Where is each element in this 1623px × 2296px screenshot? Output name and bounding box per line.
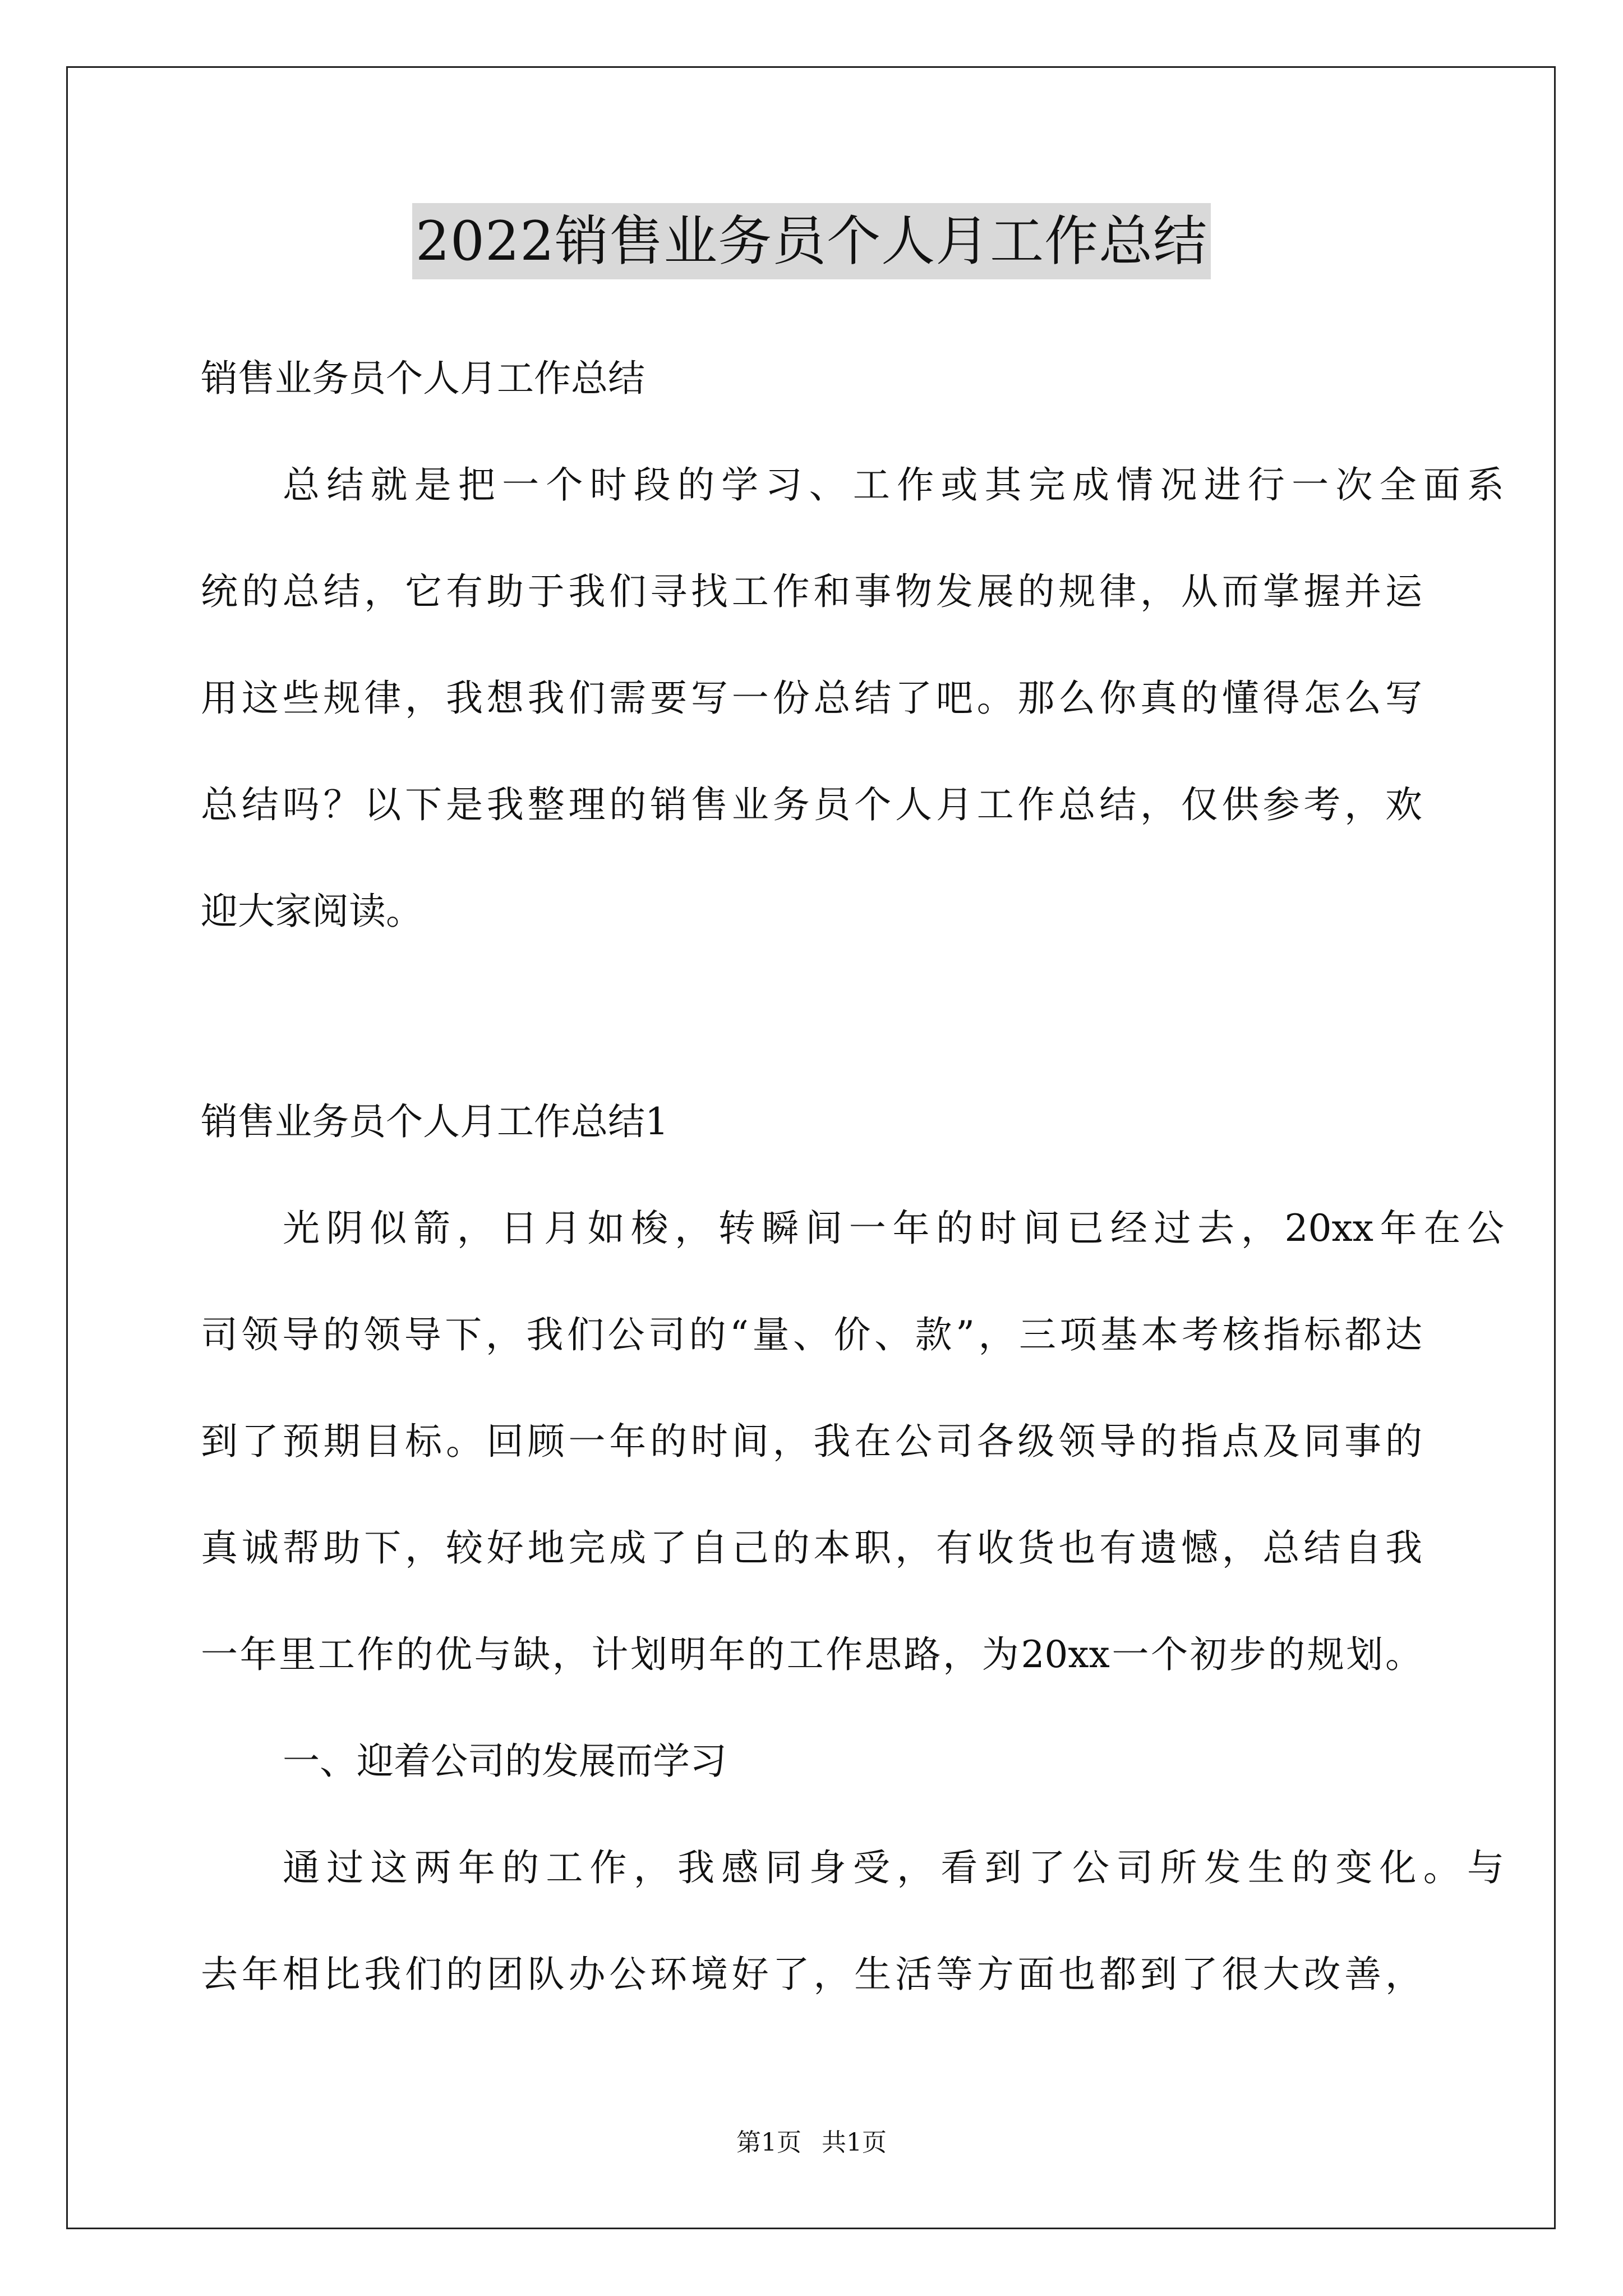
document-title: 2022销售业务员个人月工作总结 bbox=[412, 203, 1211, 279]
section-heading: 销售业务员个人月工作总结1 bbox=[201, 1100, 668, 1143]
paragraph-line: 去年相比我们的团队办公环境好了，生活等方面也都到了很大改善， bbox=[201, 1953, 1422, 1996]
section-heading: 销售业务员个人月工作总结 bbox=[201, 357, 645, 400]
subsection-heading: 一、迎着公司的发展而学习 bbox=[283, 1740, 727, 1783]
page-footer bbox=[0, 2126, 1623, 2160]
paragraph-line: 到了预期目标。回顾一年的时间，我在公司各级领导的指点及同事的 bbox=[201, 1420, 1422, 1463]
paragraph-line: 光阴似箭，日月如梭，转瞬间一年的时间已经过去，20xx年在公 bbox=[283, 1207, 1504, 1250]
page-number: 第1页 bbox=[736, 2128, 801, 2157]
paragraph-line: 总结就是把一个时段的学习、工作或其完成情况进行一次全面系 bbox=[283, 463, 1504, 507]
paragraph-line: 一年里工作的优与缺，计划明年的工作思路，为20xx一个初步的规划。 bbox=[201, 1633, 1422, 1676]
paragraph-line: 迎大家阅读。 bbox=[201, 890, 423, 933]
paragraph-line: 用这些规律，我想我们需要写一份总结了吧。那么你真的懂得怎么写 bbox=[201, 677, 1422, 720]
title-block bbox=[201, 203, 1422, 279]
paragraph-line: 统的总结，它有助于我们寻找工作和事物发展的规律，从而掌握并运 bbox=[201, 570, 1422, 613]
paragraph-line: 通过这两年的工作，我感同身受，看到了公司所发生的变化。与 bbox=[283, 1846, 1504, 1889]
page-total: 共1页 bbox=[822, 2128, 887, 2157]
paragraph-line: 真诚帮助下，较好地完成了自己的本职，有收货也有遗憾，总结自我 bbox=[201, 1526, 1422, 1570]
paragraph-line: 司领导的领导下，我们公司的“量、价、款”，三项基本考核指标都达 bbox=[201, 1313, 1422, 1356]
paragraph-line: 总结吗？以下是我整理的销售业务员个人月工作总结，仅供参考，欢 bbox=[201, 783, 1422, 826]
